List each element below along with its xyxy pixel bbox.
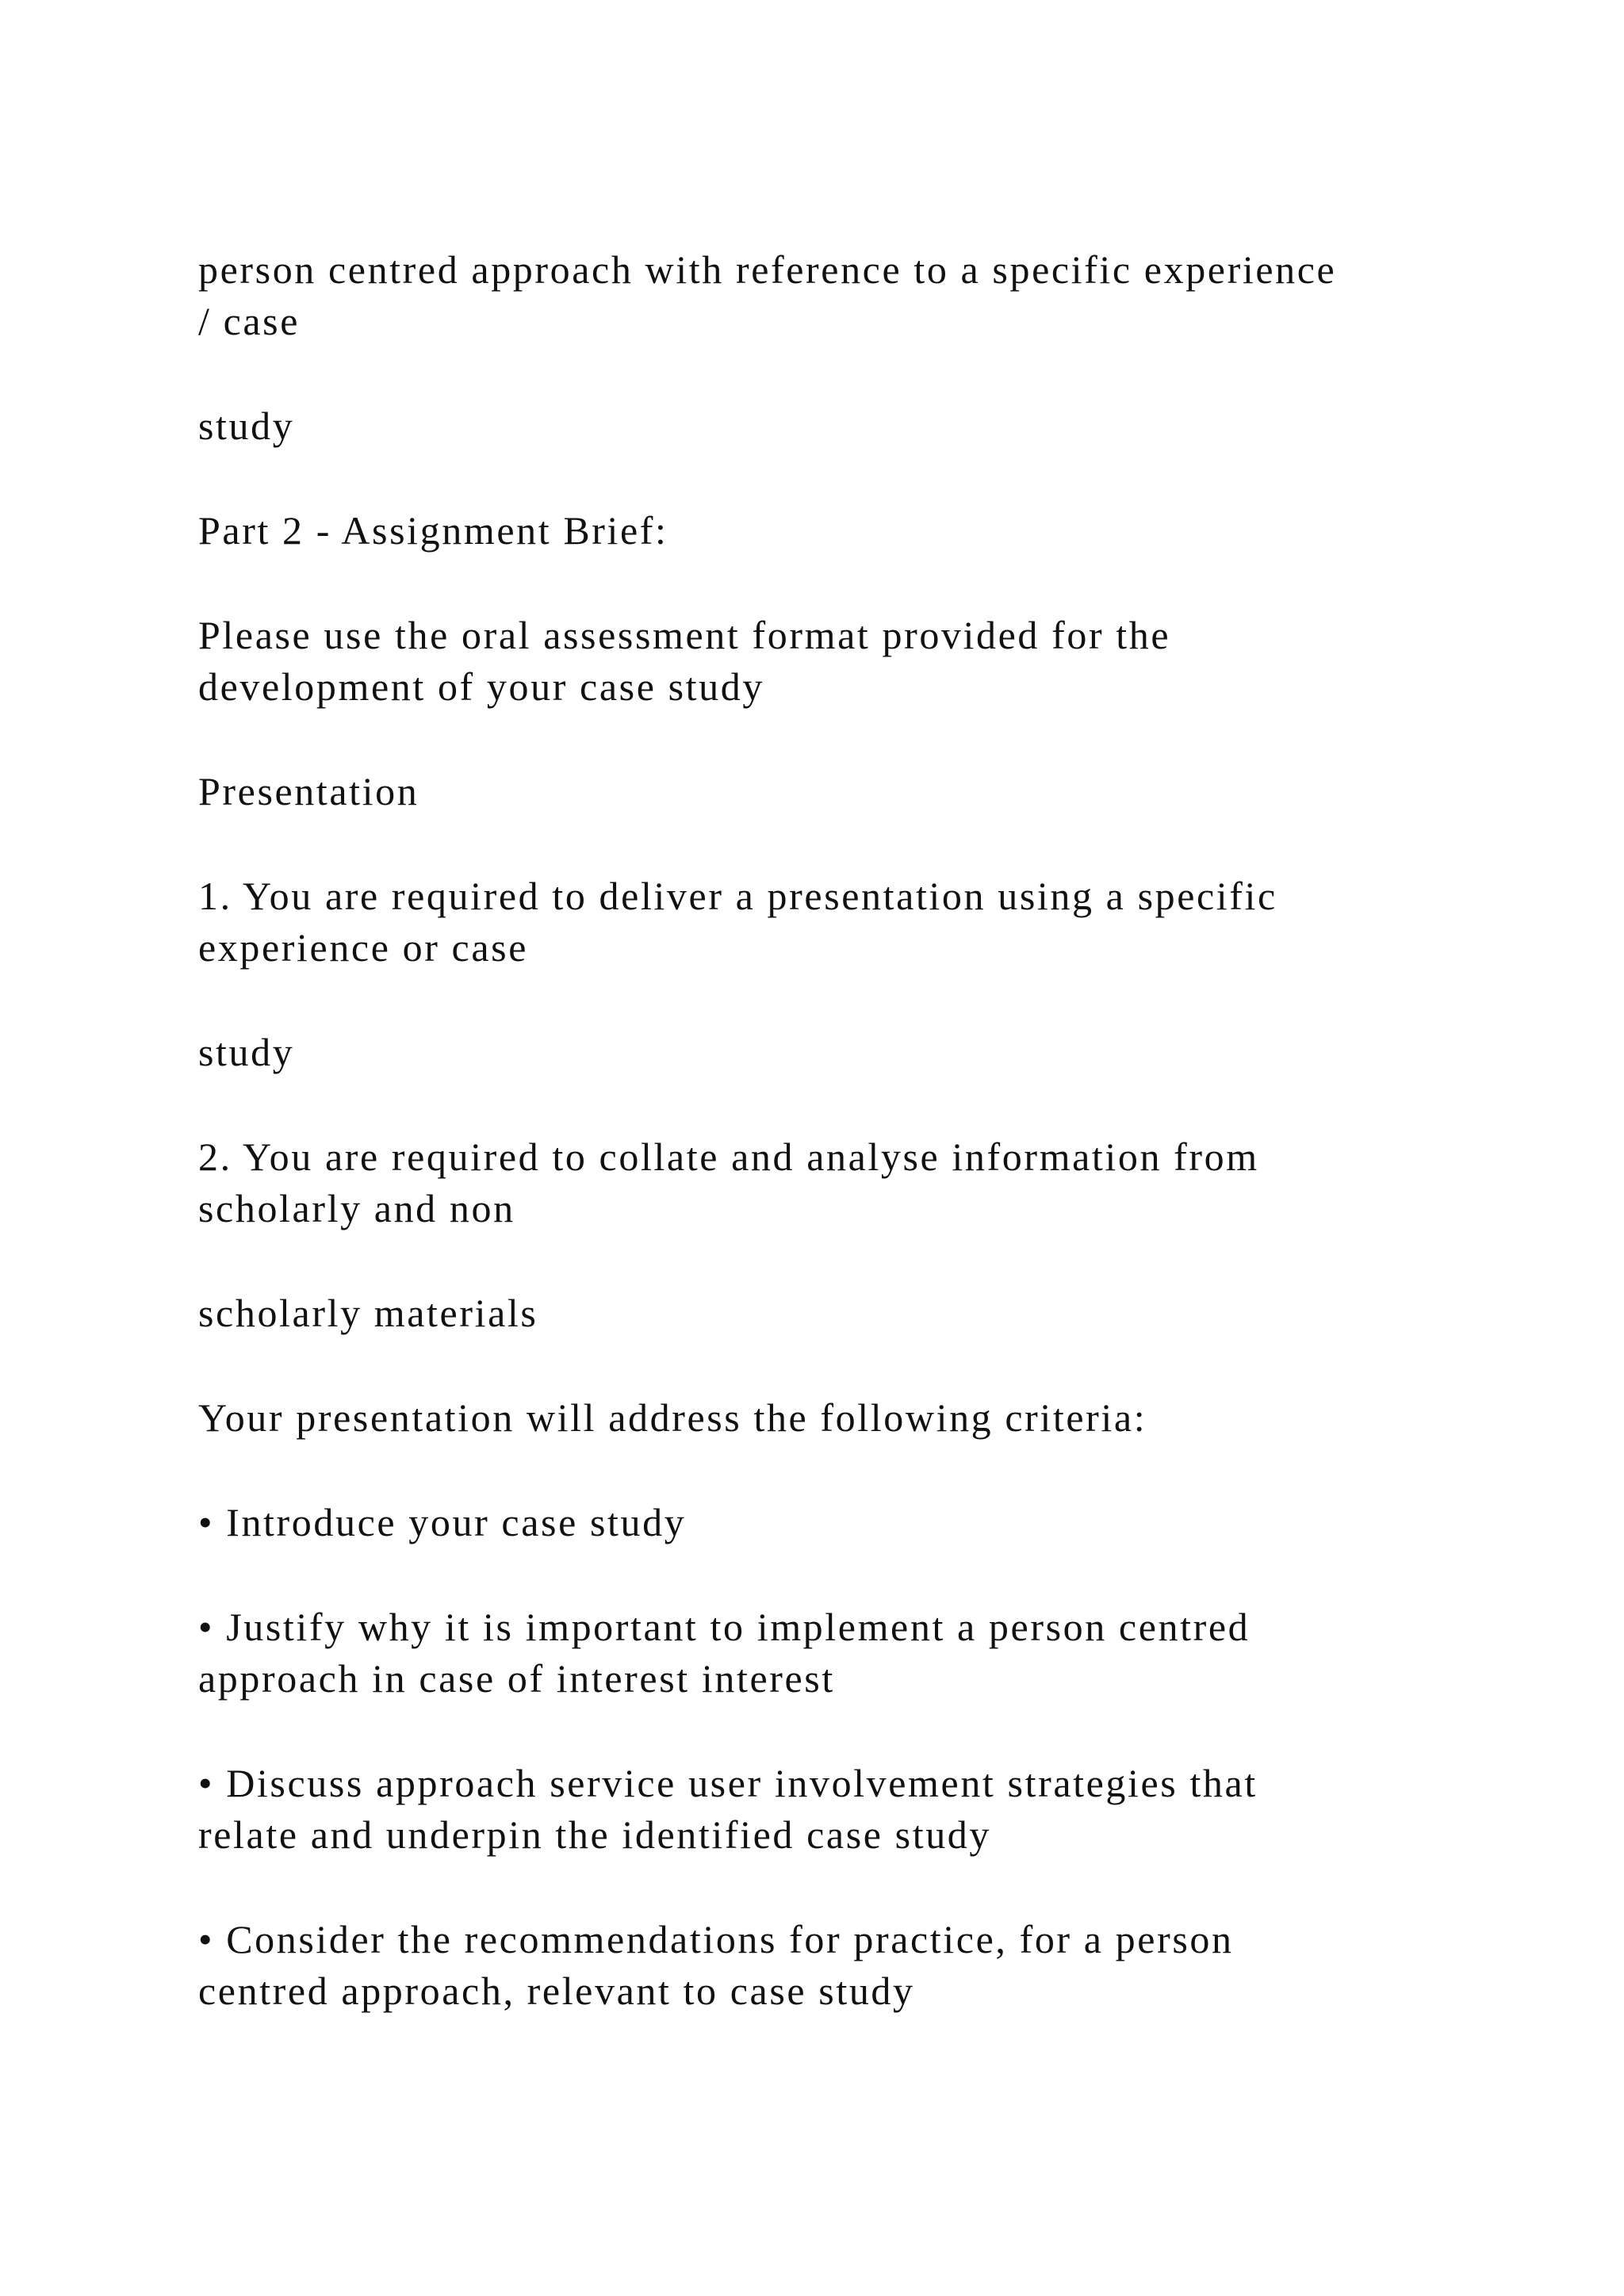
paragraph bbox=[198, 610, 1467, 713]
paragraph-intro bbox=[198, 244, 1467, 347]
text-line: Please use the oral assessment format provided for the bbox=[198, 613, 1171, 657]
text-line: • Consider the recommendations for practice, for a person bbox=[198, 1917, 1234, 1961]
numbered-item bbox=[198, 871, 1467, 974]
bullet-item bbox=[198, 1758, 1467, 1861]
section-heading bbox=[198, 766, 1467, 817]
numbered-item bbox=[198, 1131, 1467, 1234]
text-line: / case bbox=[198, 299, 301, 343]
bullet-item bbox=[198, 1497, 1467, 1548]
text-line: • Introduce your case study bbox=[198, 1500, 687, 1544]
text-line: approach in case of interest interest bbox=[198, 1656, 835, 1701]
text-line: experience or case bbox=[198, 925, 528, 970]
text-line: 1. You are required to deliver a presentation using a specific bbox=[198, 874, 1277, 918]
bullet-item bbox=[198, 1914, 1467, 2017]
text-line: development of your case study bbox=[198, 664, 764, 709]
text-line: 2. You are required to collate and analyse information from bbox=[198, 1135, 1259, 1179]
section-heading bbox=[198, 505, 1467, 557]
paragraph bbox=[198, 1027, 1467, 1078]
text-line: • Justify why it is important to implement a person centred bbox=[198, 1605, 1251, 1649]
text-line: centred approach, relevant to case study bbox=[198, 1969, 915, 2013]
paragraph bbox=[198, 400, 1467, 452]
text-line: relate and underpin the identified case study bbox=[198, 1812, 992, 1857]
text-line: Your presentation will address the following criteria: bbox=[198, 1395, 1147, 1440]
text-line: scholarly and non bbox=[198, 1186, 515, 1230]
text-line: scholarly materials bbox=[198, 1291, 538, 1335]
bullet-item bbox=[198, 1601, 1467, 1705]
text-line: • Discuss approach service user involvement strategies that bbox=[198, 1761, 1258, 1805]
text-line: study bbox=[198, 1030, 295, 1074]
text-line: study bbox=[198, 404, 295, 448]
text-line: Presentation bbox=[198, 769, 419, 813]
text-line: person centred approach with reference to a specific experience bbox=[198, 247, 1337, 292]
paragraph bbox=[198, 1392, 1467, 1444]
paragraph bbox=[198, 1288, 1467, 1339]
document-body bbox=[198, 244, 1467, 2070]
text-line: Part 2 - Assignment Brief: bbox=[198, 508, 668, 553]
